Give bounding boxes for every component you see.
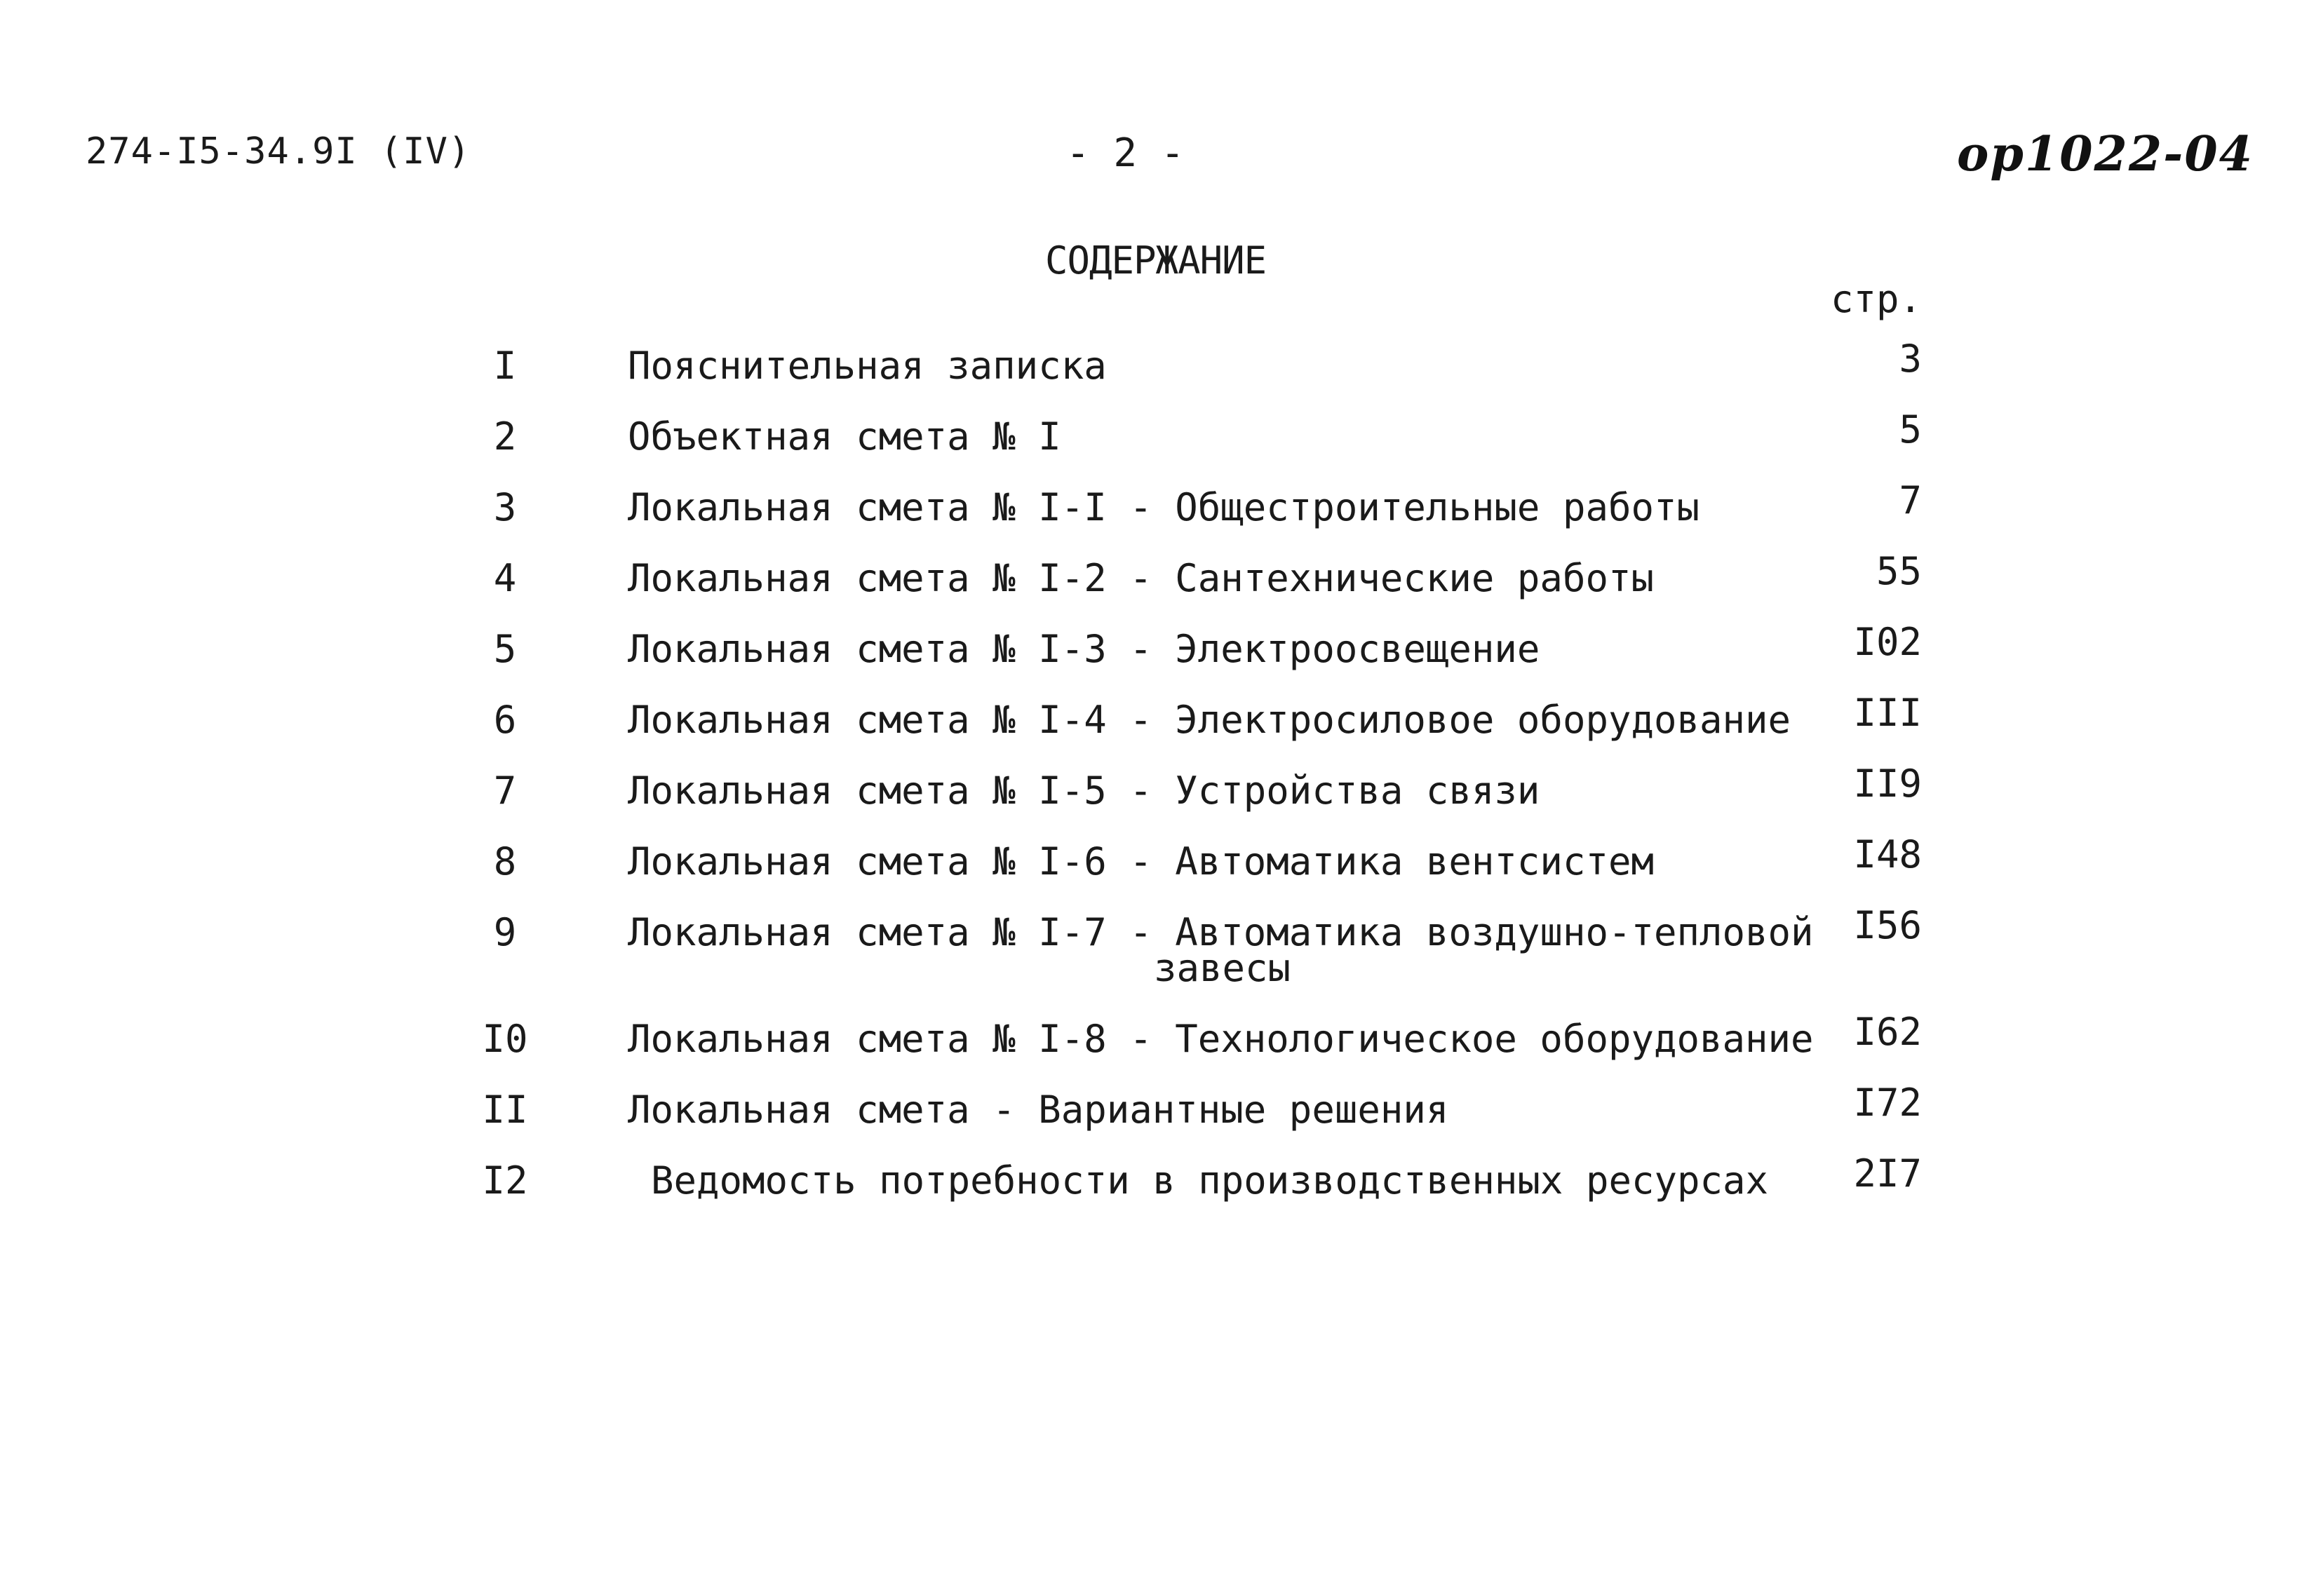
toc-item-number: 3: [493, 485, 517, 529]
toc-item-number: 2: [493, 414, 517, 459]
toc-item-number: 7: [493, 769, 517, 813]
toc-item-number: I0: [482, 1017, 528, 1061]
document-code: 274-I5-34.9I (IV): [86, 130, 471, 173]
toc-item-title-continuation: завесы: [1154, 946, 1291, 990]
toc-item-number: 4: [493, 556, 517, 600]
toc-item-page: 5: [1899, 407, 1922, 452]
toc-item-page: 55: [1876, 549, 1922, 593]
toc-item-number: 6: [493, 698, 517, 742]
toc-item-number: I: [493, 344, 517, 388]
toc-item-title-line1: Локальная смета № I-7 - Автоматика воздушно-тепловой: [628, 910, 1814, 954]
toc-item-page: II9: [1853, 762, 1922, 806]
toc-item-title: Локальная смета № I-I - Общестроительные работы: [628, 485, 1700, 529]
toc-item-title: Объектная смета № I: [628, 414, 1061, 459]
toc-item-page: I62: [1853, 1010, 1922, 1054]
toc-item-page: I72: [1853, 1081, 1922, 1125]
toc-item-title: Локальная смета № I-2 - Сантехнические работы: [628, 556, 1654, 600]
handwritten-archive-code: ор1022-04: [1957, 126, 2254, 182]
toc-item-title: Локальная смета № I-4 - Электросиловое оборудование: [628, 698, 1791, 742]
page-column-header: стр.: [1831, 277, 1923, 321]
toc-item-page: 3: [1899, 337, 1922, 381]
toc-title: СОДЕРЖАНИЕ: [1045, 238, 1267, 283]
toc-item-number: 9: [493, 910, 517, 954]
toc-item-title: Локальная смета - Вариантные решения: [628, 1088, 1449, 1132]
toc-item-number: 8: [493, 839, 517, 884]
toc-item-title: Локальная смета № I-5 - Устройства связи: [628, 769, 1540, 813]
toc-item-page: I56: [1853, 903, 1922, 947]
toc-item-page: I48: [1853, 832, 1922, 877]
toc-item-number: I2: [482, 1158, 528, 1203]
toc-item-number: II: [482, 1088, 528, 1132]
toc-item-title: Ведомость потребности в производственных ресурсах: [651, 1158, 1769, 1203]
toc-item-page: I02: [1853, 620, 1922, 664]
toc-item-page: 2I7: [1853, 1151, 1922, 1196]
toc-item-title: Локальная смета № I-8 - Технологическое оборудование: [628, 1017, 1814, 1061]
toc-item-number: 5: [493, 627, 517, 671]
toc-item-title: Локальная смета № I-3 - Электроосвещение: [628, 627, 1540, 671]
toc-item-title: Пояснительная записка: [628, 344, 1107, 388]
toc-item-title: [628, 910, 1814, 990]
toc-item-page: III: [1853, 691, 1922, 735]
toc-item-title: Локальная смета № I-6 - Автоматика вентсистем: [628, 839, 1654, 884]
toc-item-page: 7: [1899, 478, 1922, 522]
page-number: - 2 -: [1066, 130, 1185, 176]
